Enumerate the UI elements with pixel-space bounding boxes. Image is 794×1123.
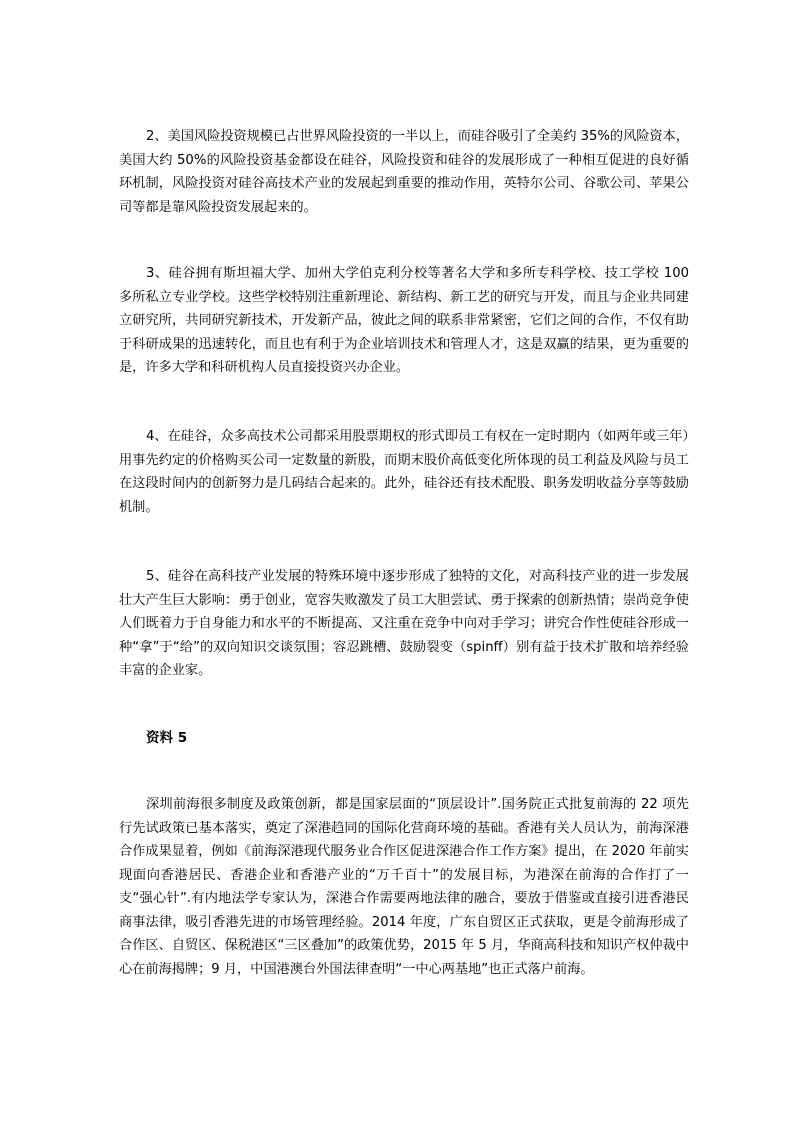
paragraph-2: 2、美国风险投资规模已占世界风险投资的一半以上，而硅谷吸引了全美约 35%的风险资本，美国大约 50%的风险投资基金都设在硅谷，风险投资和硅谷的发展形成了一种相互促进的良好循环机制，风险投资对硅谷高技术产业的发展起到重要的推动作用，英特尔公司、谷歌公司、苹果公司等都是靠风险投资发展起来的。 [119, 129, 690, 215]
material-5-paragraph: 深圳前海很多制度及政策创新，都是国家层面的“顶层设计”.国务院正式批复前海的 22 项先行先试政策已基本落实，奠定了深港趋同的国际化营商环境的基础。香港有关人员认为，前海深港合作成果显着，例如《前海深港现代服务业合作区促进深港合作工作方案》提出，在 2020 年前实现面向香港居民、香港企业和香港产业的“万千百十”的发展目标，为港深在前海的合作打了一支“强心针”.有内地法学专家认为，深港合作需要两地法律的融合，要放于借鉴或直接引进香港民商事法律，吸引香港先进的市场管理经验。2014 年度，广东自贸区正式获取，更是令前海形成了合作区、自贸区、保税港区“三区叠加”的政策优势，2015 年 5 月，华商高科技和知识产权仲裁中心在前海揭牌；9 月，中国港澳台外国法律查明“一中心两基地”也正式落户前海。 [119, 797, 689, 977]
paragraph-3: 3、硅谷拥有斯坦福大学、加州大学伯克利分校等著名大学和多所专科学校、技工学校 100 多所私立专业学校。这些学校特别注重新理论、新结构、新工艺的研究与开发，而且与企业共同建立研究所，共同研究新技术，开发新产品，彼此之间的联系非常紧密，它们之间的合作，不仅有助于科研成果的迅速转化，而且也有利于为企业培训技术和管理人才，这是双赢的结果，更为重要的是，许多大学和科研机构人员直接投资兴办企业。 [119, 266, 689, 375]
section-heading: 资料 5 [146, 730, 188, 746]
paragraph-5: 5、硅谷在高科技产业发展的特殊环境中逐步形成了独特的文化，对高科技产业的进一步发展壮大产生巨大影响：勇于创业，宽容失败激发了员工大胆尝试、勇于探索的创新热情；崇尚竞争使人们既着力于自身能力和水平的不断提高、又注重在竞争中向对手学习；讲究合作性使硅谷形成一种“拿”于“给”的双向知识交谈氛围；容忍跳槽、鼓励裂变（spinff）别有益于技术扩散和培养经验丰富的企业家。 [119, 569, 689, 678]
paragraph-4: 4、在硅谷，众多高技术公司都采用股票期权的形式即员工有权在一定时期内（如两年或三年）用事先约定的价格购买公司一定数量的新股，而期末股价高低变化所体现的员工利益及风险与员工在这段时间内的创新努力是几码结合起来的。此外，硅谷还有技术配股、职务发明收益分享等鼓励机制。 [119, 429, 689, 515]
